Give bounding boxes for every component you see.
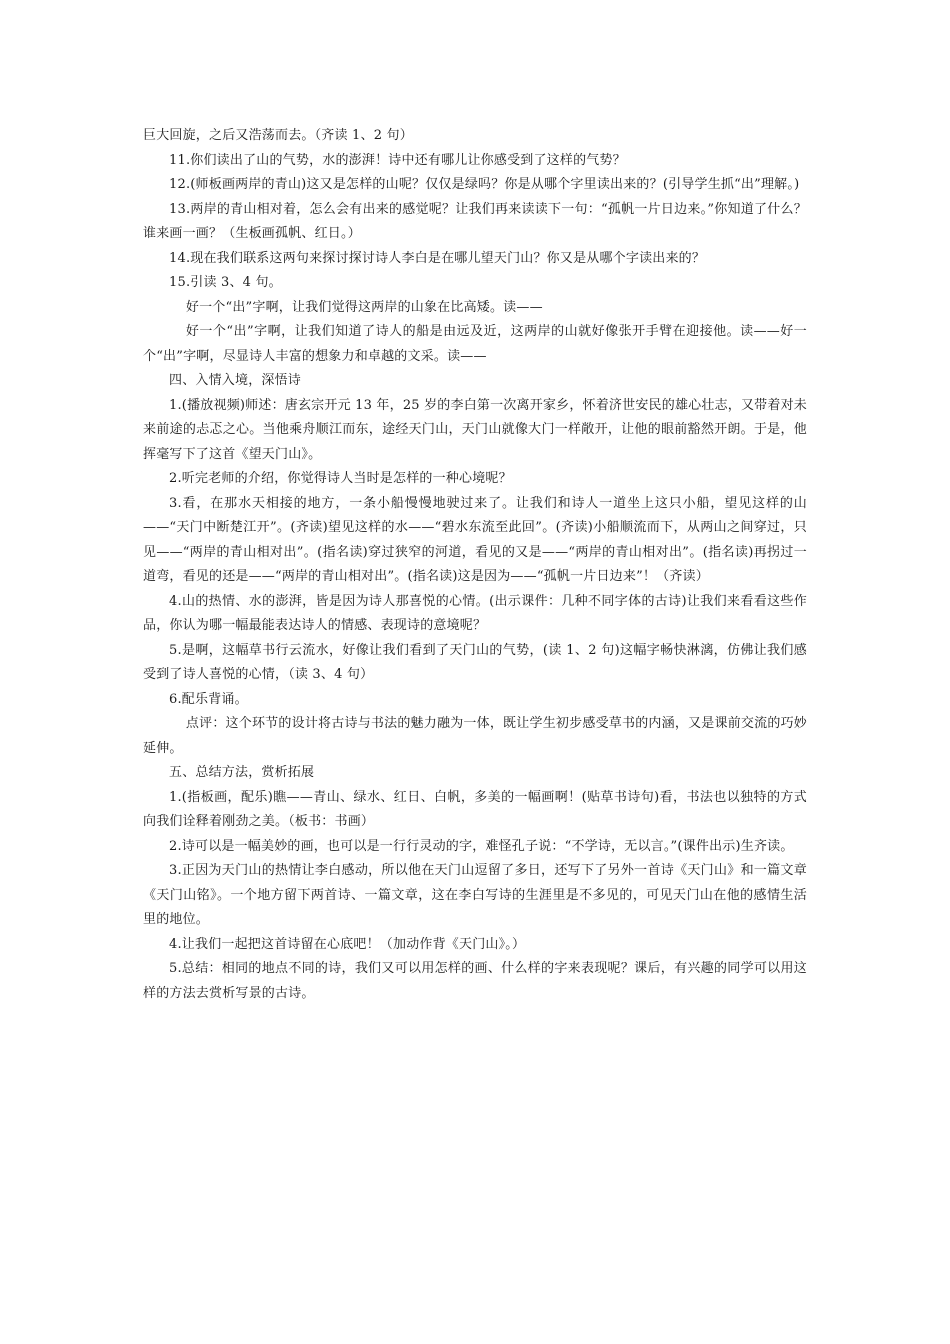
paragraph-section4-step-1: 1.(播放视频)师述：唐玄宗开元 13 年，25 岁的李白第一次离开家乡，怀着济世安民的雄心壮志，又带着对未来前途的忐忑之心。当他乘舟顺江而东，途经天门山，天门山就像大门一样敞开，让他的眼前豁然开朗。于是，他挥毫写下了这首《望天门山》。 bbox=[143, 397, 807, 462]
section-heading-5: 五、总结方法，赏析拓展 bbox=[169, 765, 315, 780]
paragraph-section5-step-2: 2.诗可以是一幅美妙的画，也可以是一行行灵动的字，难怪孔子说：“不学诗，无以言。”(课件出示)生齐读。 bbox=[169, 838, 794, 854]
paragraph-step-11: 11.你们读出了山的气势，水的澎湃！诗中还有哪儿让你感受到了这样的气势？ bbox=[169, 152, 626, 168]
section-heading-4: 四、入情入境，深悟诗 bbox=[169, 373, 302, 388]
paragraph-section5-step-1: 1.(指板画，配乐)瞧——青山、绿水、红日、白帆，多美的一幅画啊！(贴草书诗句)看，书法也以独特的方式向我们诠释着刚劲之美。（板书：书画） bbox=[143, 789, 807, 829]
paragraph-section4-step-5: 5.是啊，这幅草书行云流水，好像让我们看到了天门山的气势，(读 1、2 句)这幅字畅快淋漓，仿佛让我们感受到了诗人喜悦的心情，（读 3、4 句） bbox=[143, 642, 807, 682]
paragraph-guided-reading-1: 好一个“出”字啊，让我们觉得这两岸的山象在比高矮。读—— bbox=[185, 299, 543, 315]
paragraph-continuation: 巨大回旋，之后又浩荡而去。（齐读 1、2 句） bbox=[143, 128, 413, 143]
paragraph-section5-step-4: 4.让我们一起把这首诗留在心底吧！（加动作背《天门山》。） bbox=[169, 936, 526, 952]
paragraph-step-12: 12.(师板画两岸的青山)这又是怎样的山呢？仅仅是绿吗？你是从哪个字里读出来的？(引导学生抓“出”理解。) bbox=[169, 177, 800, 192]
paragraph-guided-reading-2: 好一个“出”字啊，让我们知道了诗人的船是由远及近，这两岸的山就好像张开手臂在迎接他。读——好一个“出”字啊，尽显诗人丰富的想象力和卓越的文采。读—— bbox=[143, 324, 807, 364]
paragraph-step-15: 15.引读 3、4 句。 bbox=[169, 275, 282, 290]
paragraph-section4-step-3: 3.看，在那水天相接的地方，一条小船慢慢地驶过来了。让我们和诗人一道坐上这只小船，望见这样的山——“天门中断楚江开”。(齐读)望见这样的水——“碧水东流至此回”。(齐读)小船顺流而下，从两山之间穿过，只见——“两岸的青山相对出”。(指名读)穿过狭窄的河道，看见的又是——“两岸的青山相对出”。(指名读)再拐过一道弯，看见的还是——“两岸的青山相对出”。(指名读)这是因为——“孤帆一片日边来”！（齐读） bbox=[143, 495, 807, 584]
paragraph-section4-step-2: 2.听完老师的介绍，你觉得诗人当时是怎样的一种心境呢？ bbox=[169, 471, 512, 486]
paragraph-section4-step-4: 4.山的热情、水的澎湃，皆是因为诗人那喜悦的心情。(出示课件：几种不同字体的古诗)让我们来看看这些作品，你认为哪一幅最能表达诗人的情感、表现诗的意境呢？ bbox=[143, 593, 807, 633]
paragraph-section5-step-3: 3.正因为天门山的热情让李白感动，所以他在天门山逗留了多日，还写下了另外一首诗《天门山》和一篇文章《天门山铭》。一个地方留下两首诗、一篇文章，这在李白写诗的生涯里是不多见的，可见天门山在他的感情生活里的地位。 bbox=[143, 863, 807, 927]
paragraph-section4-step-6: 6.配乐背诵。 bbox=[169, 691, 248, 707]
document-body bbox=[143, 124, 807, 1006]
paragraph-step-13: 13.两岸的青山相对着，怎么会有出来的感觉呢？让我们再来读读下一句：“孤帆一片日边来。”你知道了什么？谁来画一画？（生板画孤帆、红日。） bbox=[143, 201, 807, 241]
paragraph-section5-step-5: 5.总结：相同的地点不同的诗，我们又可以用怎样的画、什么样的字来表现呢？课后，有兴趣的同学可以用这样的方法去赏析写景的古诗。 bbox=[143, 961, 807, 1001]
paragraph-comment: 点评：这个环节的设计将古诗与书法的魅力融为一体，既让学生初步感受草书的内涵，又是课前交流的巧妙延伸。 bbox=[143, 716, 807, 756]
paragraph-step-14: 14.现在我们联系这两句来探讨探讨诗人李白是在哪儿望天门山？你又是从哪个字读出来的？ bbox=[169, 250, 706, 266]
